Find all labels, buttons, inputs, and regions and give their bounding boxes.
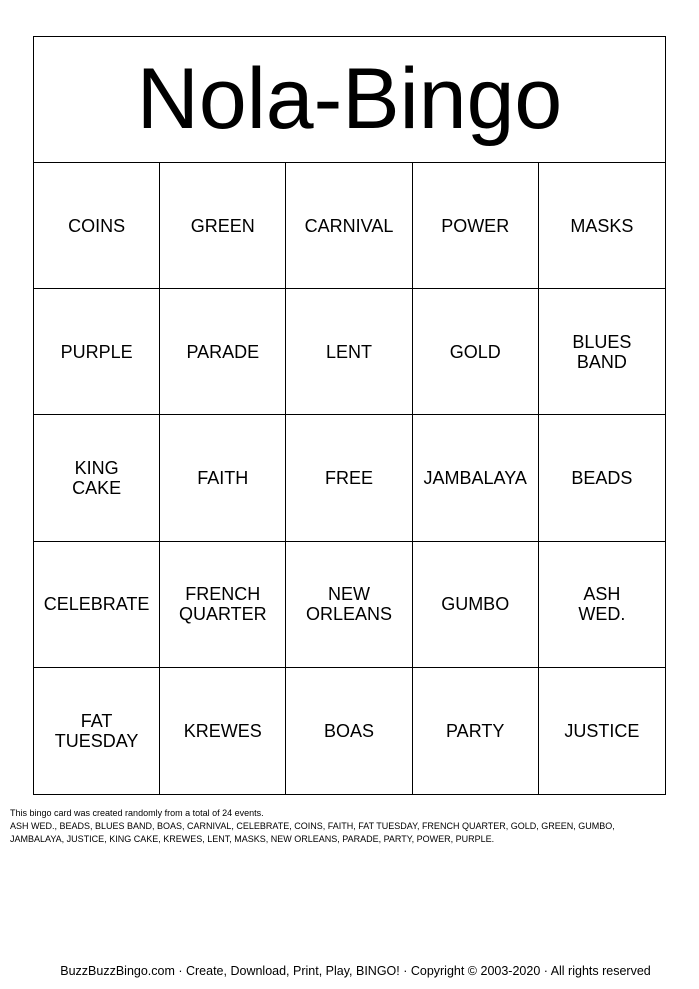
card-title: Nola-Bingo: [34, 37, 665, 163]
bingo-cell: PARADE: [160, 289, 286, 415]
footer-text: BuzzBuzzBingo.com · Create, Download, Print, Play, BINGO! · Copyright © 2003-2020 · All rights reserved: [60, 964, 651, 978]
bingo-card: [33, 36, 666, 795]
bingo-cell: COINS: [34, 163, 160, 289]
bingo-cell: GUMBO: [413, 542, 539, 668]
bingo-cell: PARTY: [413, 668, 539, 794]
note-events-line-1: ASH WED., BEADS, BLUES BAND, BOAS, CARNIVAL, CELEBRATE, COINS, FAITH, FAT TUESDAY, FRENCH QUARTER, GOLD, GREEN, GUMBO,: [10, 821, 615, 831]
bingo-cell: POWER: [413, 163, 539, 289]
bingo-cell: BOAS: [286, 668, 412, 794]
bingo-cell: CARNIVAL: [286, 163, 412, 289]
note-events-line-2: JAMBALAYA, JUSTICE, KING CAKE, KREWES, LENT, MASKS, NEW ORLEANS, PARADE, PARTY, POWER, PURPLE.: [10, 834, 495, 844]
bingo-cell: ASH WED.: [539, 542, 665, 668]
bingo-cell: FAT TUESDAY: [34, 668, 160, 794]
bingo-cell: JAMBALAYA: [413, 415, 539, 541]
event-list-note: [10, 807, 690, 846]
bingo-cell: FREE: [286, 415, 412, 541]
bingo-cell: KREWES: [160, 668, 286, 794]
note-intro: This bingo card was created randomly from a total of 24 events.: [10, 808, 264, 818]
bingo-cell: GREEN: [160, 163, 286, 289]
bingo-cell: PURPLE: [34, 289, 160, 415]
bingo-cell: CELEBRATE: [34, 542, 160, 668]
bingo-cell: NEW ORLEANS: [286, 542, 412, 668]
bingo-cell: LENT: [286, 289, 412, 415]
bingo-grid: [34, 163, 665, 794]
bingo-cell: JUSTICE: [564, 720, 640, 741]
bingo-cell: FAITH: [160, 415, 286, 541]
bingo-cell: BEADS: [539, 415, 665, 541]
bingo-cell: FRENCH QUARTER: [160, 542, 286, 668]
site-footer: [0, 964, 699, 978]
bingo-cell: MASKS: [539, 163, 665, 289]
bingo-cell: BLUES BAND: [539, 289, 665, 415]
bingo-cell: KING CAKE: [34, 415, 160, 541]
bingo-cell: GOLD: [413, 289, 539, 415]
